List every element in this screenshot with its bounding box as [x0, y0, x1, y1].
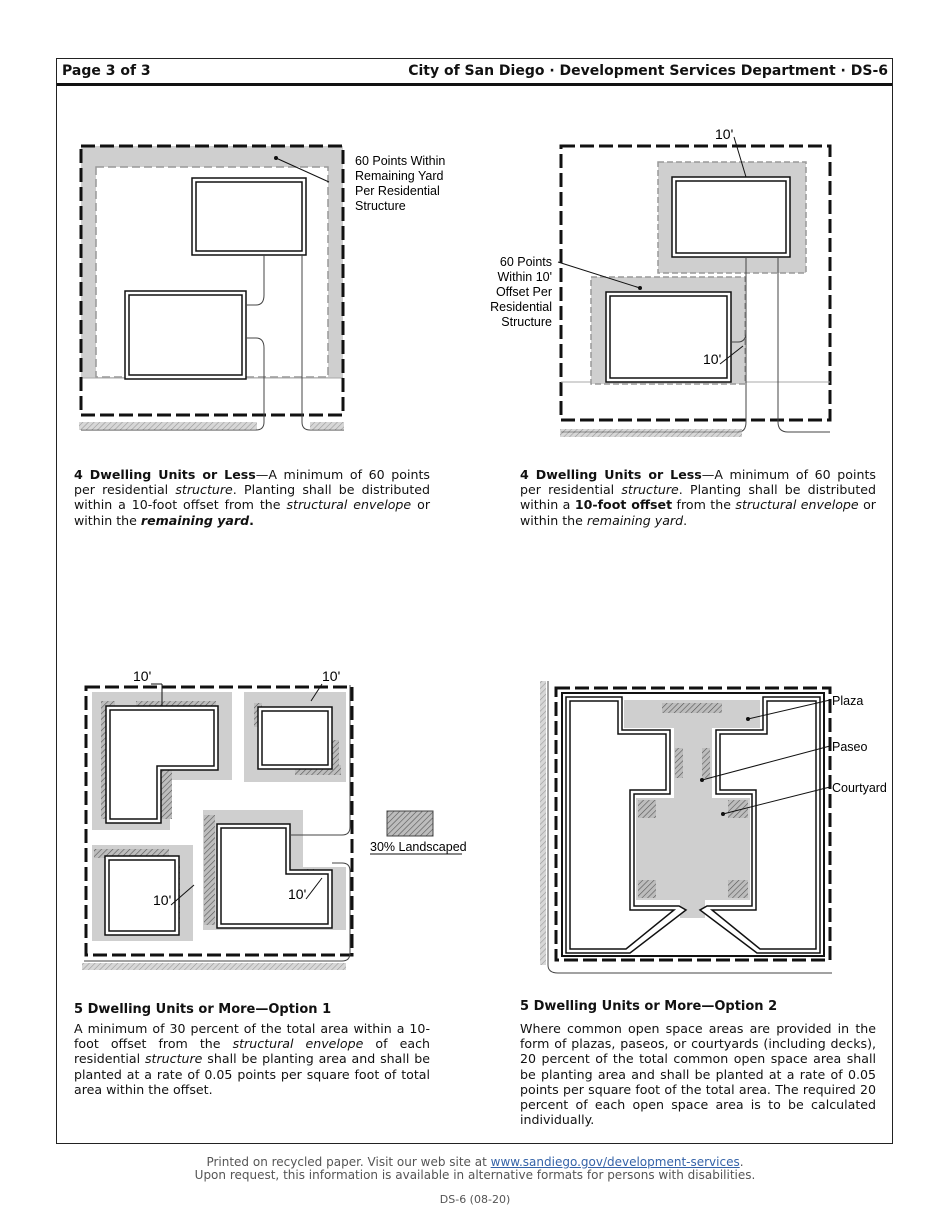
callout-plaza: Plaza — [832, 694, 864, 708]
website-link[interactable]: www.sandiego.gov/development-services — [490, 1155, 740, 1169]
footer-text: . — [739, 1155, 744, 1169]
footer-text: Printed on recycled paper. Visit our web site at — [206, 1155, 491, 1169]
figure-remaining-yard — [76, 140, 486, 440]
caption-text: or within the — [74, 497, 431, 528]
callout-line: Structure — [355, 199, 406, 213]
caption-italic: structure — [621, 482, 679, 498]
callout-line: Structure — [501, 315, 552, 329]
form-number: DS-6 (08-20) — [439, 1193, 511, 1206]
callout-courtyard: Courtyard — [832, 781, 887, 795]
building — [192, 178, 306, 255]
callout-line: Offset Per — [495, 285, 552, 299]
caption-title: 4 Dwelling Units or Less — [74, 467, 256, 482]
callout-paseo: Paseo — [832, 740, 868, 754]
caption-text: —A minimum of 60 points per residential — [520, 467, 876, 498]
caption-fig3-title: 5 Dwelling Units or More—Option 1 — [74, 1002, 332, 1017]
caption-fig4-title: 5 Dwelling Units or More—Option 2 — [520, 999, 778, 1014]
dimension-label: 10' — [703, 351, 722, 367]
caption-text: or within the — [520, 497, 876, 528]
caption-italic: structural envelope — [735, 497, 859, 513]
callout-line: Remaining Yard — [355, 169, 444, 183]
caption-text: . — [683, 512, 688, 528]
caption-text: of each residential — [74, 1036, 430, 1067]
caption-italic: structure — [144, 1051, 203, 1067]
caption-text: from the — [672, 497, 736, 513]
caption-italic: structural envelope — [232, 1036, 364, 1052]
dimension-label: 10' — [133, 668, 152, 684]
figure-option-1 — [76, 665, 476, 975]
figure-10ft-offset — [488, 122, 888, 442]
footer-line2: Upon request, this information is available in alternative formats for persons with disabilities. — [194, 1168, 756, 1182]
caption-italic: structural envelope — [286, 497, 412, 513]
callout-line: 60 Points Within — [355, 154, 446, 168]
callout-line: Within 10' — [497, 270, 552, 284]
caption-text: . Planting shall be distributed within a 10-foot offset from the — [74, 482, 431, 513]
caption-text: —A minimum of 60 points per residential — [74, 467, 430, 498]
dimension-label: 10' — [322, 668, 341, 684]
caption-fig4: Where common open space areas are provided in the form of plazas, paseos, or courtyards (including decks), 20 percent of the total common open space area shall be planting area and shall be planted at a rate of 0.05 points per square foot of the total area. The required 20 percent of each open space area is to be calculated individually. — [520, 1021, 876, 1128]
building — [125, 291, 246, 379]
callout-line: Residential — [490, 300, 552, 314]
callout-line: 60 Points — [499, 255, 552, 269]
dimension-label: 10' — [153, 892, 172, 908]
legend-swatch — [387, 811, 433, 836]
dimension-label: 10' — [715, 126, 734, 142]
caption-italic: structure — [175, 482, 233, 498]
caption-fig1 — [74, 467, 430, 528]
building — [606, 292, 731, 382]
caption-fig2 — [520, 467, 876, 528]
caption-fig3 — [74, 1021, 430, 1097]
callout-line: Per Residential — [355, 184, 440, 198]
legend-label: 30% Landscaped — [370, 840, 467, 854]
caption-bold-italic: remaining yard — [140, 512, 250, 528]
figure-option-2 — [530, 670, 900, 980]
caption-text: . Planting shall be distributed within a — [520, 482, 877, 513]
building — [258, 707, 332, 769]
caption-title: 4 Dwelling Units or Less — [520, 467, 702, 482]
department-title: City of San Diego · Development Services Department · DS-6 — [408, 63, 888, 79]
building — [217, 824, 332, 928]
caption-text: A minimum of 30 percent of the total area within a 10-foot offset from the — [74, 1021, 430, 1052]
caption-text: shall be planting area and shall be planted at a rate of 0.05 points per square foot of total area within the offset. — [74, 1051, 431, 1097]
footer-line1 — [0, 1155, 950, 1169]
building — [672, 177, 790, 257]
caption-bold: 10-foot offset — [574, 497, 673, 513]
caption-italic: remaining yard — [586, 512, 684, 528]
caption-text: . — [249, 512, 254, 528]
page-number: Page 3 of 3 — [62, 63, 151, 79]
dimension-label: 10' — [288, 886, 307, 902]
page-header — [57, 59, 892, 86]
